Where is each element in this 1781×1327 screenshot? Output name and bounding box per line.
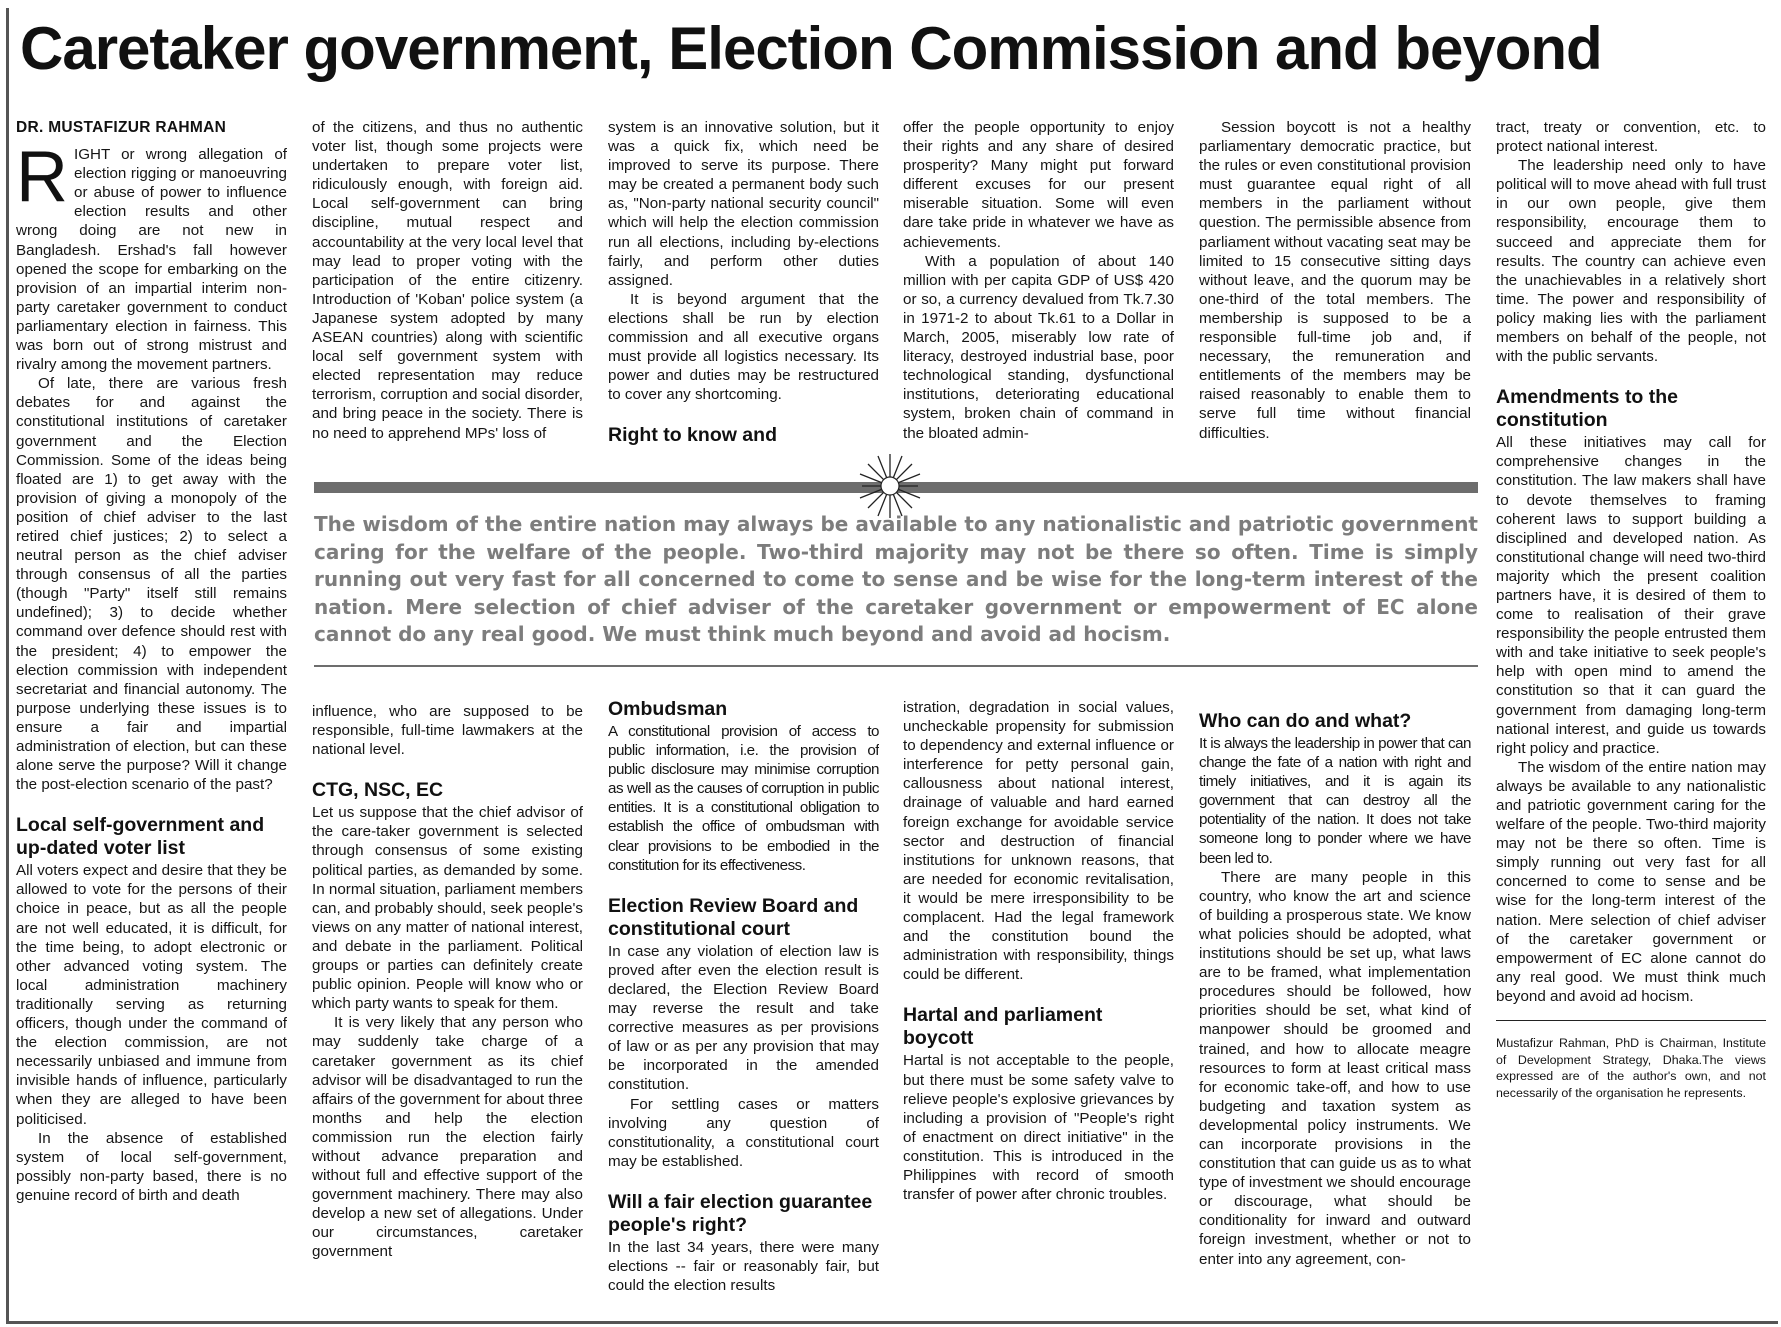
column-2-lower: [312, 702, 583, 1318]
bio-divider: [1496, 1020, 1766, 1021]
lead-text: IGHT or wrong allegation of election rigging or manoeuvring or abuse of power to influence election results and other wrong doing are not new in Bangladesh. Ershad's fall however opened the scope for embarking on the provision of an impartial interim non-party caretaker government to conduct parliamentary election in fairness. This was born out of strong mistrust and rivalry among the movement partners.: [16, 146, 287, 374]
section-heading-right-to-know: Right to know and: [608, 424, 777, 447]
page-border-left: [6, 8, 9, 1324]
paragraph: For settling cases or matters involving any question of constitutionality, a constitutional court may be established.: [608, 1095, 879, 1170]
section-heading-local-self-government: Local self-government and up-dated voter list: [16, 814, 265, 860]
starburst-ornament-icon: [858, 452, 922, 520]
paragraph: Of late, there are various fresh debates for and against the constitutional institutions of caretaker government and the Election Commission. Some of the ideas being floated are 1) to get away with the provision of giving a monopoly of the position of chief adviser to the last retired chief justices; 2) to select a neutral person as the chief adviser through consensus of all the parties (though "Party" itself still remains undefined); 3) to decide whether command over defence should rest with the president; 4) to empower the election commission with independent secretariat and financial autonomy. The purpose underlying these issues is to ensure a fair and impartial administration of election, but can these alone serve the purpose? Will it change the post-election scenario of the past?: [16, 375, 287, 794]
column-6: [1496, 118, 1766, 1318]
paragraph: Session boycott is not a healthy parliamentary democratic practice, but the rules or even constitutional provision must guarantee equal right of all members in the parliament without question. The permissible absence from parliament without vacating seat may be limited to 15 consecutive sitting days without leave, and the quorum may be one-third of the total members. The membership is supposed to be a responsible full-time job and, if necessary, the remuneration and entitlements of the members may be raised reasonably to enable them to serve full time without financial difficulties.: [1199, 119, 1471, 442]
paragraph: There are many people in this country, who know the art and science of building a prosperous state. We know what policies should be adopted, what institutions should be set up, what laws are to be framed, what implementation procedures should be followed, how priorities should be set, what kind of manpower should be groomed and trained, and how to allocate meagre resources to form at least critical mass for economic take-off, and how to use budgeting and taxation system as developmental policy instruments. We can incorporate provisions in the constitution that can guide us as to what type of investment we should encourage or discourage, what should be conditionality for inward and outward foreign investment, whether or not to enter into any agreement, con-: [1199, 868, 1471, 1268]
pull-quote-rule: [314, 665, 1478, 667]
paragraph: of the citizens, and thus no authentic voter list, though some projects were undertaken to prepare voter list, ridiculously enough, with foreign aid. Local self-government can bring discipline, mutual respect and accountability at the very local level that may lead to proper voting with the participation of the entire citizenry. Introduction of 'Koban' police system (a Japanese system adopted by many ASEAN countries) along with scientific local self government system with elected representation may reduce terrorism, corruption and social disorder, and bring peace in the society. There is no need to apprehend MPs' loss of: [312, 119, 583, 442]
column-4-lower: [903, 698, 1174, 1318]
paragraph: Let us suppose that the chief advisor of the care-taker government is selected through consensus of some existing political parties, as demanded by some. In normal situation, parliament members can, and probably should, seek people's views on any matter of national interest, and debate in the parliament. Political groups or parties can definitely create public opinion. People will know who or which party wants to speak for them.: [312, 804, 583, 1013]
paragraph: influence, who are supposed to be responsible, full-time lawmakers at the national level.: [312, 703, 583, 759]
section-heading-ombudsman: Ombudsman: [608, 698, 728, 720]
paragraph: All voters expect and desire that they be allowed to vote for the persons of their choice in peace, but as all the people are not well educated, it is difficult, for the time being, to adopt electronic or other advanced voting system. The local administration machinery traditionally serving as returning officers, though under the command of the election commission, are not necessarily unbiased and immune from invisible hands of influence, particularly when they are alleged to have been politicised.: [16, 862, 287, 1128]
paragraph: With a population of about 140 million with per capita GDP of US$ 420 or so, a currency devalued from Tk.7.30 in 1971-2 to about Tk.61 to a Dollar in March, 2005, miserably low rate of literacy, destroyed industrial base, poor technological standing, dysfunctional institutions, deteriorating educational system, broken chain of command in the bloated admin-: [903, 252, 1174, 442]
paragraph: In the last 34 years, there were many elections -- fair or reasonably fair, but could the election results: [608, 1238, 879, 1295]
byline: DR. MUSTAFIZUR RAHMAN: [16, 119, 227, 136]
column-4: [903, 118, 1174, 470]
column-3-lower: [608, 696, 879, 1318]
column-5: [1199, 118, 1471, 470]
paragraph: A constitutional provision of access to public information, i.e. the provision of public disclosure may minimise corruption as well as the causes of corruption in public entities. It is a constitutional obligation to establish the office of ombudsman with clear provisions to be embodied in the constitution for its effectiveness.: [608, 723, 879, 874]
column-3: [608, 118, 879, 468]
column-1: [16, 118, 287, 1318]
lead-paragraph: [16, 137, 287, 374]
pull-quote: The wisdom of the entire nation may always be available to any nationalistic and patriotic government caring for the welfare of the people. Two-third majority may not be there so often. Time is simply running out very fast for all concerned to come to sense and be wise for the long-term interest of the nation. Mere selection of chief adviser of the caretaker government or empowerment of EC alone cannot do any real good. We must think much beyond and avoid ad hocism.: [314, 512, 1478, 646]
paragraph: All these initiatives may call for comprehensive changes in the constitution. The law makers shall have to devote themselves to framing coherent laws to support building a disciplined and developed nation. As constitutional change will need two-third majority which the present coalition partners have, it is desired of them to come to realisation of their grave responsibility the people entrusted them with and take initiative to seek people's help with open mind to amend the constitution so that it can guard the government from damaging long-term national interest, and guide us towards right policy and practice.: [1496, 434, 1766, 757]
section-heading-election-review-board: Election Review Board and constitutional court: [608, 894, 859, 940]
section-heading-hartal: Hartal and parliament boycott: [903, 1004, 1103, 1050]
paragraph: The leadership need only to have political will to move ahead with full trust in our own people, give them responsibility, encourage them to succeed and appreciate them for results. The country can achieve even the unachievables in a relatively short time. The power and responsibility of policy making lies with the parliament members on behalf of the people, not with the public servants.: [1496, 157, 1766, 366]
section-heading-amendments: Amendments to the constitution: [1496, 386, 1679, 432]
paragraph: istration, degradation in social values, uncheckable propensity for submission to dependency and external influence or interference for petty personal gain, callousness about national interest, drainage of valuable and hard earned foreign exchange for avoidable service sector and destruction of financial institutions for unknown reasons, that are needed for economic revitalisation, it would be mere irresponsibility to be complacent. Had the legal framework and the constitution bound the administration with responsibility, things could be different.: [903, 699, 1174, 984]
section-heading-fair-election: Will a fair election guarantee people's right?: [608, 1190, 873, 1236]
drop-cap: R: [16, 137, 68, 218]
paragraph: offer the people opportunity to enjoy their rights and any share of desired prosperity? Many might put forward different excuses for our present miserable situation. Some will even dare take pride in whatever we have as achievements.: [903, 119, 1174, 251]
paragraph: system is an innovative solution, but it was a quick fix, which need be improved to serve its purpose. There may be created a permanent body such as, "Non-party national security council" which will help the election commission run all elections, including by-elections fairly, and perform other duties assigned.: [608, 119, 879, 289]
paragraph: In case any violation of election law is proved after even the election result is declared, the Election Review Board may reverse the result and take corrective measures as per provisions of law or as per any provision that may be incorporated in the amended constitution.: [608, 942, 879, 1094]
paragraph: It is very likely that any person who may suddenly take charge of a caretaker government as its chief advisor will be disadvantaged to run the affairs of the government for about three months and help the election commission run the election fairly without advance preparation and without full and effective support of the government machinery. There may also develop a new set of allegations. Under our circumstances, caretaker government: [312, 1014, 583, 1261]
column-5-lower: [1199, 708, 1471, 1318]
section-heading-who-can-do: Who can do and what?: [1199, 710, 1412, 732]
paragraph: tract, treaty or convention, etc. to protect national interest.: [1496, 119, 1766, 156]
section-heading-ctg-nsc-ec: CTG, NSC, EC: [312, 779, 444, 802]
page-border-bottom: [6, 1321, 1778, 1324]
paragraph: In the absence of established system of local self-government, possibly non-party based, there is no genuine record of birth and death: [16, 1129, 287, 1204]
column-2: [312, 118, 583, 466]
paragraph: The wisdom of the entire nation may always be available to any nationalistic and patriotic government caring for the welfare of the people. Two-third majority may not be there so often. Time is simply running out very fast for all concerned to come to sense and be wise for the long-term interest of the nation. Mere selection of chief adviser of the caretaker government or empowerment of EC alone cannot do any real good. We must think much beyond and avoid ad hocism.: [1496, 758, 1766, 1005]
paragraph: It is beyond argument that the elections shall be run by election commission and all executive organs must provide all logistics necessary. Its power and duties may be restructured to cover any shortcoming.: [608, 290, 879, 404]
paragraph: It is always the leadership in power that can change the fate of a nation with right and timely initiatives, and it is again its government that can destroy all the potentiality of the nation. It does not take someone long to ponder where we have been led to.: [1199, 735, 1471, 867]
author-bio: Mustafizur Rahman, PhD is Chairman, Institute of Development Strategy, Dhaka.The views expressed are of the author's own, and not necessarily of the organisation he represents.: [1496, 1036, 1766, 1100]
headline: Caretaker government, Election Commission and beyond: [20, 15, 1602, 82]
paragraph: Hartal is not acceptable to the people, but there must be some safety valve to relieve people's explosive grievances by including a provision of "People's right of enactment on direct initiative" in the constitution. This is introduced in the Philippines with record of smooth transfer of power after chronic troubles.: [903, 1052, 1174, 1204]
